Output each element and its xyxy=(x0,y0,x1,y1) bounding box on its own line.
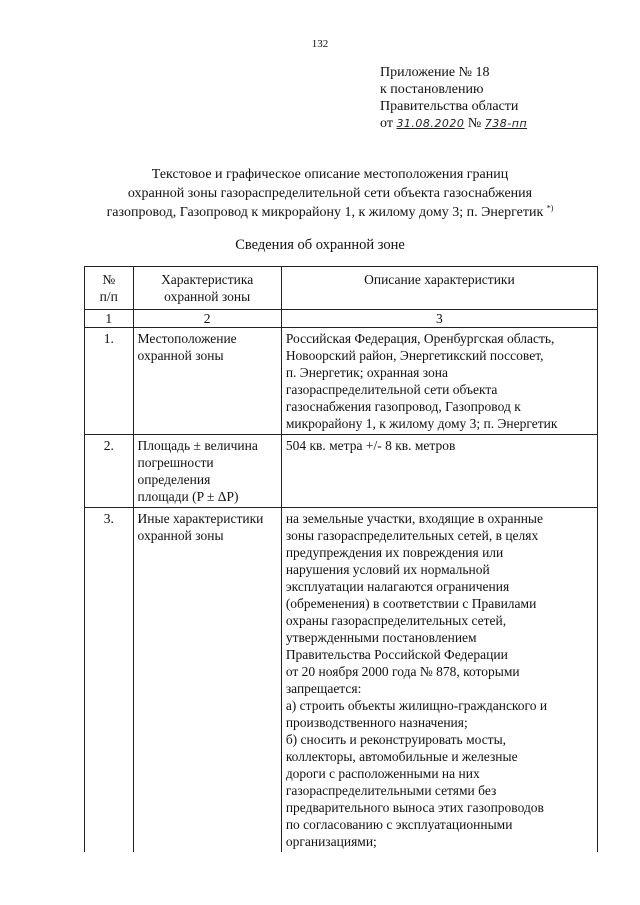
column-number-2: 2 xyxy=(133,310,281,328)
table-row xyxy=(85,435,598,508)
number-prefix: № xyxy=(467,116,482,131)
row-number: 3. xyxy=(85,508,134,853)
table-header-row xyxy=(85,267,598,310)
header-characteristic: Характеристика охранной зоны xyxy=(133,267,281,310)
row-characteristic: Площадь ± величина погрешности определения площади (P ± ΔP) xyxy=(133,435,281,508)
date-prefix: от xyxy=(380,116,393,131)
title-line-2: охранной зоны газораспределительной сети объекта газоснабжения xyxy=(127,186,533,201)
section-title: Сведения об охранной зоне xyxy=(235,237,405,253)
title-line-3-text: газопровод, Газопровод к микрорайону 1, к жилому дому 3; п. Энергетик xyxy=(106,205,544,220)
document-title xyxy=(60,165,600,222)
column-number-1: 1 xyxy=(85,310,134,328)
row-description: 504 кв. метра +/- 8 кв. метров xyxy=(281,435,597,508)
page-number: 132 xyxy=(311,38,329,50)
row-number: 1. xyxy=(85,328,134,435)
table-row xyxy=(85,328,598,435)
appendix-line-3: Правительства области xyxy=(380,99,519,114)
row-description: на земельные участки, входящие в охранные зоны газораспределительных сетей, в целях предупреждения их повреждения или нарушения условий их нормальной эксплуатации налагаются ограничения (обременения) в соответствии с Правилами охраны газораспределительных сетей, утвержденными постановлением Правительства Российской Федерации от 20 ноября 2000 года № 878, которыми запрещается: а) строить объекты жилищно-гражданского и производственного назначения; б) сносить и реконструировать мосты, коллекторы, автомобильные и железные дороги с расположенными на них газораспределительными сетями без предварительного выноса этих газопроводов по согласованию с эксплуатационными организациями; xyxy=(281,508,597,853)
footnote-mark: *) xyxy=(546,203,554,213)
row-characteristic: Иные характеристики охранной зоны xyxy=(133,508,281,853)
handwritten-number: 738-пп xyxy=(484,117,528,130)
title-line-3 xyxy=(60,203,600,222)
header-description: Описание характеристики xyxy=(281,267,597,310)
handwritten-date: 31.08.2020 xyxy=(396,117,465,130)
row-characteristic: Местоположение охранной зоны xyxy=(133,328,281,435)
appendix-block xyxy=(380,64,527,132)
title-line-1: Текстовое и графическое описание местоположения границ xyxy=(151,167,509,182)
appendix-line-2: к постановлению xyxy=(380,82,484,97)
row-number: 2. xyxy=(85,435,134,508)
protection-zone-table xyxy=(84,266,598,852)
header-number: № п/п xyxy=(85,267,134,310)
column-number-3: 3 xyxy=(281,310,597,328)
appendix-line-1: Приложение № 18 xyxy=(380,65,490,80)
table-row xyxy=(85,508,598,853)
row-description: Российская Федерация, Оренбургская область, Новоорский район, Энергетикский поссовет, п. Энергетик; охранная зона газораспределительной сети объекта газоснабжения газопровод, Газопровод к микрорайону 1, к жилому дому 3; п. Энергетик xyxy=(281,328,597,435)
appendix-date-line xyxy=(380,115,527,132)
table-column-numbers-row xyxy=(85,310,598,328)
